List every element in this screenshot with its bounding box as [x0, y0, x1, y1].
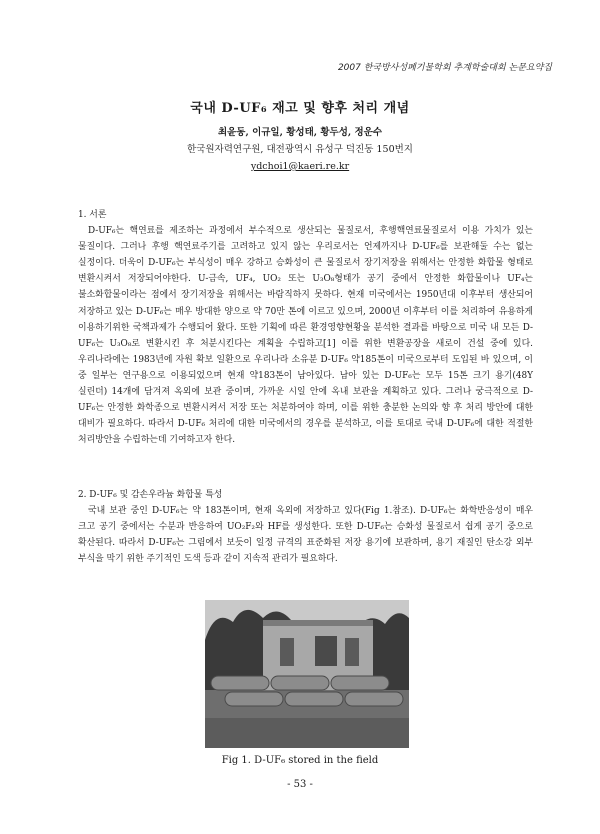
figure-caption: Fig 1. D-UF₆ stored in the field: [221, 755, 379, 766]
building-window: [280, 638, 294, 666]
section-heading: 1. 서론: [78, 210, 107, 220]
building-roof: [263, 620, 373, 626]
author-email-link[interactable]: ydchoi1@kaeri.re.kr: [250, 161, 350, 172]
section-properties: [78, 487, 533, 567]
section-introduction: [78, 207, 533, 448]
paper-authors: 최윤동, 이규일, 황성태, 황두성, 정운수: [217, 127, 383, 138]
section-heading: 2. D-UF₆ 및 감손우라늄 화합물 특성: [78, 490, 223, 500]
storage-yard-photo: [205, 600, 409, 748]
author-block: [0, 124, 600, 175]
figure-photo: [205, 600, 409, 748]
building-door: [315, 636, 337, 666]
page-number: - 53 -: [287, 779, 313, 790]
paper-title: 국내 D-UF₆ 재고 및 향후 처리 개념: [190, 101, 410, 116]
section-body: 국내 보관 중인 D-UF₆는 약 183톤이며, 현재 옥외에 저장하고 있다(Fig 1.참조). D-UF₆는 화학반응성이 매우 크고 공기 중에서는 수분과 반응하여 UO₂F₂와 HF를 생성한다. 또한 D-UF₆는 승화성 물질로서 쉽게 공기 중으로 확산된다. 따라서 D-UF₆는 그림에서 보듯이 일정 규격의 표준화된 저장 용기에 보관하며, 용기 재질인 탄소강 외부 부식을 막기 위한 주기적인 도색 등과 같이 지속적 관리가 필요하다.: [78, 506, 533, 565]
foreground: [205, 718, 409, 748]
section-body: D-UF₆는 핵연료를 제조하는 과정에서 부수적으로 생산되는 물질로서, 후행핵연료물질로서 이용 가치가 있는 물질이다. 그러나 후행 핵연료주기를 고려하고 있지 않는 우리로서는 언제까지나 D-UF₆를 보관해둘 수는 없는 실정이다. 더욱이 D-UF₆는 부식성이 매우 강하고 승화성이 큰 물질로서 장기저장을 위해서는 안정한 화합물 형태로 변환시켜서 저장되어야한다. U-금속, UF₄, UO₂ 또는 U₃O₈형태가 공기 중에서 안정한 화합물이나 UF₄는 불소화합물이라는 점에서 장기저장을 위해서는 바람직하지 못하다. 현재 미국에서는 1950년대 이후부터 생산되어 저장하고 있는 D-UF₆는 매우 방대한 양으로 약 70만 톤에 이르고 있으며, 2000년 이후부터 이를 처리하여 유용하게 이용하기위한 국책과제가 수행되어 왔다. 또한 기획에 따른 환경영향현황을 분석한 결과를 바탕으로 미국 내 모든 D-UF₆는 U₃O₈로 변환시킨 후 처분시킨다는 계획을 수립하고[1] 이를 위한 변환공장을 새로이 건설 중에 있다. 우리나라에는 1983년에 자원 확보 일환으로 우리나라 소유분 D-UF₆ 약185톤이 미국으로부터 도입된 바 있으며, 이 중 일부는 연구용으로 이용되었으며 현재 약183톤이 남아있다. 남아 있는 D-UF₆는 모두 15톤 크기 용기(48Y 실린더) 14개에 담겨져 옥외에 보관 중이며, 가까운 시일 안에 옥내 보관을 계획하고 있다. 그러나 궁극적으로 D-UF₆는 안정한 화학종으로 변환시켜서 저장 또는 처분하여야 하며, 이를 위한 충분한 논의와 향 후 처리 방안에 대한 대비가 필요하다. 따라서 D-UF₆ 처리에 대한 미국에서의 경우를 분석하고, 이를 토대로 국내 D-UF₆에 대한 적절한 처리방안을 수립하는데 기여하고자 한다.: [78, 226, 533, 446]
conference-header: 2007 한국방사성폐기물학회 추계학술대회 논문요약집: [337, 63, 552, 73]
paper-affiliation: 한국원자력연구원, 대전광역시 유성구 덕진동 150번지: [187, 144, 413, 155]
building-window: [345, 638, 359, 666]
